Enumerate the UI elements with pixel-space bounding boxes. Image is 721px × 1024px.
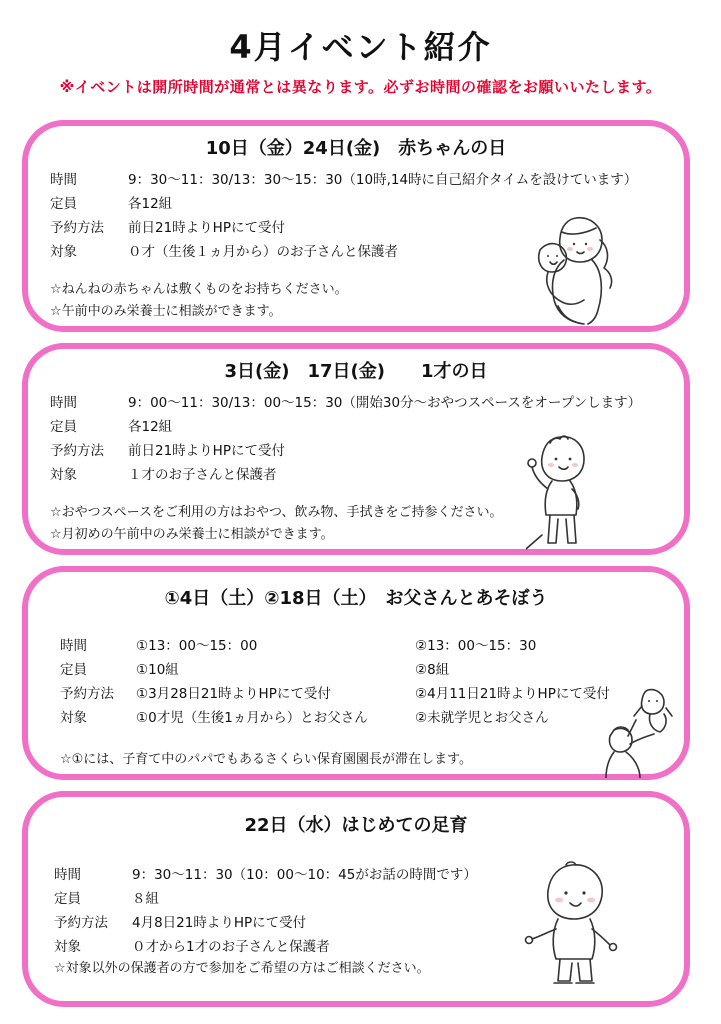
row-label: 定員 xyxy=(54,891,81,907)
row-label: 定員 xyxy=(50,196,77,212)
page-title: 4月イベント紹介 xyxy=(229,28,492,66)
row-label: 予約方法 xyxy=(60,686,114,702)
row-label: 時間 xyxy=(50,172,77,188)
event-card-play-with-dad xyxy=(22,566,690,780)
event-card-one-year-day xyxy=(22,343,690,555)
event-card-foot-care xyxy=(22,791,690,1007)
row-label: 対象 xyxy=(60,710,87,726)
row-value: 9：30〜11：30（10：00〜10：45がお話の時間です） xyxy=(132,867,477,883)
event-note: ☆午前中のみ栄養士に相談ができます。 xyxy=(50,304,282,319)
father-lifting-baby-illustration xyxy=(604,686,676,778)
row-value: ０才から1才のお子さんと保護者 xyxy=(132,939,330,955)
row-value: 前日21時よりHPにて受付 xyxy=(128,220,285,236)
event-title: 3日(金) 17日(金) 1才の日 xyxy=(224,361,488,382)
row-value: 各12組 xyxy=(128,419,173,435)
mother-holding-baby-illustration xyxy=(518,210,618,328)
row-label: 時間 xyxy=(50,395,77,411)
row-label: 予約方法 xyxy=(50,220,104,236)
baby-standing-illustration xyxy=(524,859,624,993)
row-value-2: ②8組 xyxy=(415,662,450,678)
row-value-1: ①0才児（生後1ヵ月から）とお父さん xyxy=(136,710,368,726)
row-value: 前日21時よりHPにて受付 xyxy=(128,443,285,459)
event-title: 10日（金）24日(金) 赤ちゃんの日 xyxy=(205,138,507,159)
event-card-baby-day xyxy=(22,120,690,332)
row-label: 時間 xyxy=(60,638,87,654)
row-label: 対象 xyxy=(54,939,81,955)
row-value-2: ②4月11日21時よりHPにて受付 xyxy=(415,686,610,702)
row-label: 予約方法 xyxy=(54,915,108,931)
row-value-2: ②13：00〜15：30 xyxy=(415,638,537,654)
row-label: 対象 xyxy=(50,467,77,483)
event-note: ☆対象以外の保護者の方で参加をご希望の方はご相談ください。 xyxy=(54,961,430,976)
row-label: 対象 xyxy=(50,244,77,260)
row-value: 4月8日21時よりHPにて受付 xyxy=(132,915,307,931)
toddler-walking-illustration xyxy=(526,431,606,553)
row-value-1: ①10組 xyxy=(136,662,179,678)
row-value: ８組 xyxy=(132,891,159,907)
row-label: 定員 xyxy=(50,419,77,435)
row-value: 9：30〜11：30/13：30〜15：30（10時,14時に自己紹介タイムを設けています） xyxy=(128,172,638,188)
event-note: ☆ねんねの赤ちゃんは敷くものをお持ちください。 xyxy=(50,282,348,297)
row-value: 各12組 xyxy=(128,196,173,212)
event-note: ☆おやつスペースをご利用の方はおやつ、飲み物、手拭きをご持参ください。 xyxy=(50,505,503,520)
row-label: 時間 xyxy=(54,867,81,883)
event-note: ☆①には、子育て中のパパでもあるさくらい保育園園長が滞在します。 xyxy=(60,752,473,767)
row-value-1: ①13：00〜15：00 xyxy=(136,638,258,654)
row-label: 予約方法 xyxy=(50,443,104,459)
row-value: ０才（生後１ヵ月から）のお子さんと保護者 xyxy=(128,244,398,260)
event-note: ☆月初めの午前中のみ栄養士に相談ができます。 xyxy=(50,527,334,542)
event-title: ①4日（土）②18日（土） お父さんとあそぼう xyxy=(164,588,548,609)
row-value-1: ①3月28日21時よりHPにて受付 xyxy=(136,686,331,702)
row-label: 定員 xyxy=(60,662,87,678)
event-title: 22日（水）はじめての足育 xyxy=(244,815,468,836)
row-value-2: ②未就学児とお父さん xyxy=(415,710,549,726)
row-value: 9：00〜11：30/13：00〜15：30（開始30分〜おやつスペースをオープンします） xyxy=(128,395,642,411)
row-value: １才のお子さんと保護者 xyxy=(128,467,277,483)
notice-text: ※イベントは開所時間が通常とは異なります。必ずお時間の確認をお願いいたします。 xyxy=(59,78,662,96)
